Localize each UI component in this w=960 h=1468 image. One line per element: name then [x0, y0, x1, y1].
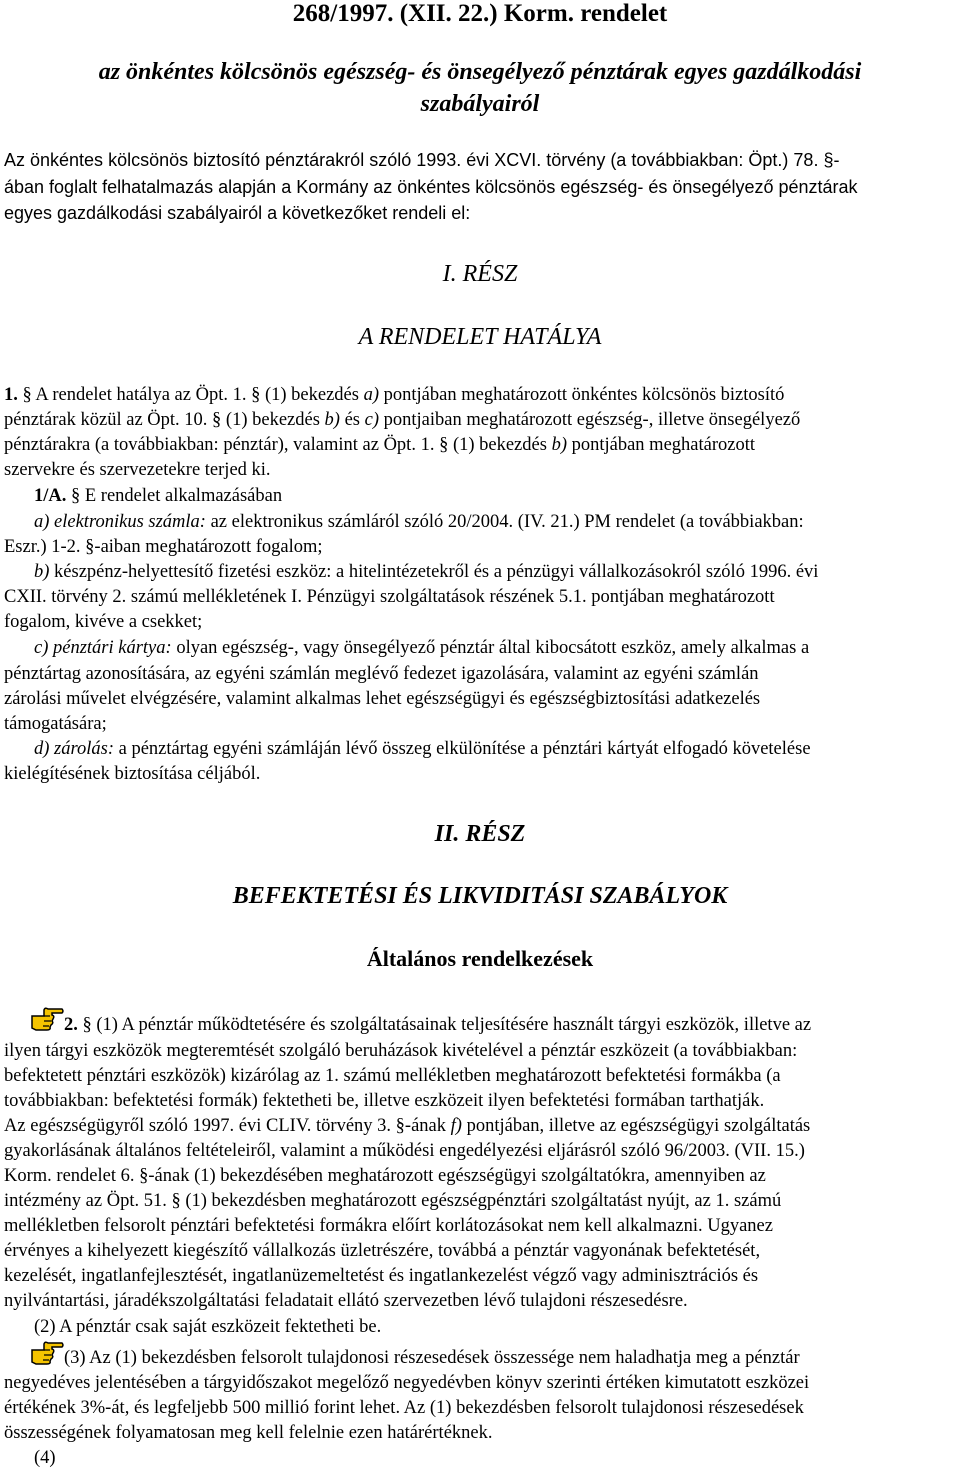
- section-1-line-4: szervekre és szervezetekre terjed ki.: [4, 460, 271, 480]
- definition-a-line-2: Eszr.) 1-2. §-aiban meghatározott fogalom;: [4, 537, 323, 557]
- section-2-line-9: mellékletben felsorolt pénztári befektetési formákra előírt korlátozásokat nem kell alkalmazni. Ugyanez: [4, 1216, 773, 1236]
- section-2-line-4: továbbiakban: befektetési formák) fektetheti be, illetve eszközeit ilyen befektetési formában tarthatják.: [4, 1091, 765, 1111]
- section-1-line-1: [4, 385, 784, 405]
- definition-a: [34, 512, 804, 532]
- text: Az egészségügyről szóló 1997. évi CLIV. törvény 3. §-ának: [4, 1116, 451, 1136]
- text: pontjában meghatározott önkéntes kölcsönös biztosító: [379, 385, 785, 405]
- section-number: 1.: [4, 385, 18, 405]
- section-2-line-6: gyakorlásának általános feltételeiről, valamint a működési engedélyezési eljárásról szóló 96/2003. (VII. 15.): [4, 1141, 805, 1161]
- preamble-line-1: Az önkéntes kölcsönös biztosító pénztárakról szóló 1993. évi XCVI. törvény (a továbbiakban: Öpt.) 78. §-: [4, 150, 840, 170]
- section-2-paragraph-3-line-1: (3) Az (1) bekezdésben felsorolt tulajdonosi részesedések összessége nem haladhatja meg a pénztár: [64, 1348, 800, 1368]
- section-2-line-2: ilyen tárgyi eszközök megteremtését szolgáló beruházások kivételével a pénztár eszközeit (a továbbiakban:: [4, 1041, 798, 1061]
- part-1-subtitle: A RENDELET HATÁLYA: [358, 324, 602, 350]
- preamble-line-3: egyes gazdálkodási szabályairól a következőket rendeli el:: [4, 203, 471, 223]
- text: olyan egészség-, vagy önsegélyező pénztár által kibocsátott eszköz, amely alkalmas a: [171, 638, 810, 658]
- text: b): [324, 410, 340, 430]
- section-2-paragraph-3-line-3: értékének 3%-át, és legfeljebb 500 millió forint lehet. Az (1) bekezdésben felsorolt tulajdonosi részesedések: [4, 1398, 804, 1418]
- text: c): [364, 410, 380, 430]
- section-2-line-8: intézmény az Öpt. 51. § (1) bekezdésben meghatározott egészségpénztári szolgáltatást nyújt, az 1. számú: [4, 1191, 782, 1211]
- part-2-subtitle: BEFEKTETÉSI ÉS LIKVIDITÁSI SZABÁLYOK: [232, 883, 728, 909]
- definition-b-line-2: CXII. törvény 2. számú mellékletének I. Pénzügyi szolgáltatások részének 5.1. pontjában meghatározott: [4, 587, 775, 607]
- section-heading: Általános rendelkezések: [366, 946, 594, 971]
- text: pontjában meghatározott: [566, 435, 756, 455]
- term: c) pénztári kártya:: [34, 638, 172, 658]
- text: a): [363, 385, 380, 405]
- section-2-line-10: érvényes a kihelyezett kiegészítő vállalkozás üzletrészére, továbbá a pénztár vagyonának befektetését,: [4, 1241, 761, 1261]
- pointing-hand-icon[interactable]: [30, 1340, 64, 1366]
- section-2-line-5: [4, 1116, 810, 1136]
- part-1-title: I. RÉSZ: [442, 261, 518, 287]
- text: § (1) A pénztár működtetésére és szolgáltatásainak teljesítésére használt tárgyi eszközök, illetve az: [77, 1015, 812, 1035]
- definition-b-line-3: fogalom, kivéve a csekket;: [4, 612, 203, 632]
- definition-b: [34, 562, 818, 582]
- section-1-line-2: [4, 410, 800, 430]
- pointing-hand-icon[interactable]: [30, 1006, 64, 1032]
- term: b): [34, 562, 50, 582]
- text: pontjában, illetve az egészségügyi szolgáltatás: [461, 1116, 811, 1136]
- section-2-line-7: Korm. rendelet 6. §-ának (1) bekezdésében meghatározott egészségügyi szolgáltatókra, amennyiben az: [4, 1166, 766, 1186]
- document-subtitle-2: szabályairól: [420, 91, 540, 117]
- definition-c-line-3: zárolási művelet elvégzésére, valamint alkalmas lehet egészségügyi és egészségbiztosítási adatkezelés: [4, 689, 761, 709]
- section-2-line-12: nyilvántartási, járadékszolgáltatási feladatait ellátó szervezetben lévő tulajdoni részesedésre.: [4, 1291, 688, 1311]
- text: az elektronikus számláról szóló 20/2004. (IV. 21.) PM rendelet (a továbbiakban:: [205, 512, 804, 532]
- document-subtitle-1: az önkéntes kölcsönös egészség- és önsegélyező pénztárak egyes gazdálkodási: [98, 59, 862, 85]
- section-2-line-1: [64, 1015, 811, 1035]
- section-number: 1/A.: [34, 486, 67, 506]
- section-1a-line-1: [34, 486, 282, 506]
- section-2-line-3: befektetett pénztári eszközök) kizárólag az 1. számú mellékletben meghatározott befektetési formákba (a: [4, 1066, 781, 1086]
- definition-d: [34, 739, 811, 759]
- text: f): [450, 1116, 462, 1136]
- text: pénztárakra (a továbbiakban: pénztár), valamint az Öpt. 1. § (1) bekezdés: [4, 435, 552, 455]
- definition-c-line-2: pénztártag azonosítására, az egyéni számlán meglévő fedezet igazolására, valamint az egyéni számlán: [4, 664, 759, 684]
- text: készpénz-helyettesítő fizetési eszköz: a hitelintézetekről és a pénzügyi vállalkozásokról szóló 1996. évi: [49, 562, 819, 582]
- text: § A rendelet hatálya az Öpt. 1. § (1) bekezdés: [17, 385, 364, 405]
- text: b): [551, 435, 567, 455]
- part-2-title: II. RÉSZ: [434, 821, 526, 847]
- section-2-paragraph-3-line-2: negyedéves jelentésében a tárgyidőszakot megelőző negyedévben könyv szerinti értéken kimutatott eszközei: [4, 1373, 810, 1393]
- section-2-paragraph-2: (2) A pénztár csak saját eszközeit fektetheti be.: [34, 1317, 382, 1337]
- term: d) zárolás:: [34, 739, 114, 759]
- text: és: [339, 410, 365, 430]
- text: § E rendelet alkalmazásában: [66, 486, 283, 506]
- definition-d-line-2: kielégítésének biztosítása céljából.: [4, 764, 261, 784]
- text: a pénztártag egyéni számláján lévő összeg elkülönítése a pénztári kártyát elfogadó követelése: [114, 739, 811, 759]
- document-title: 268/1997. (XII. 22.) Korm. rendelet: [292, 0, 668, 27]
- section-number: 2.: [64, 1015, 78, 1035]
- section-1-line-3: [4, 435, 755, 455]
- section-2-paragraph-4: (4): [34, 1448, 56, 1468]
- term: a) elektronikus számla:: [34, 512, 206, 532]
- definition-c: [34, 638, 809, 658]
- text: pénztárak közül az Öpt. 10. § (1) bekezdés: [4, 410, 325, 430]
- text: pontjaiban meghatározott egészség-, illetve önsegélyező: [379, 410, 801, 430]
- preamble-line-2: ában foglalt felhatalmazás alapján a Kormány az önkéntes kölcsönös egészség- és önsegélyező pénztárak: [4, 177, 858, 197]
- definition-c-line-4: támogatására;: [4, 714, 107, 734]
- section-2-paragraph-3-line-4: összességének folyamatosan meg kell felelnie ezen határértéknek.: [4, 1423, 493, 1443]
- section-2-line-11: kezelését, ingatlanfejlesztését, ingatlanüzemeltetést és ingatlankezelést végző vagy adminisztrációs és: [4, 1266, 759, 1286]
